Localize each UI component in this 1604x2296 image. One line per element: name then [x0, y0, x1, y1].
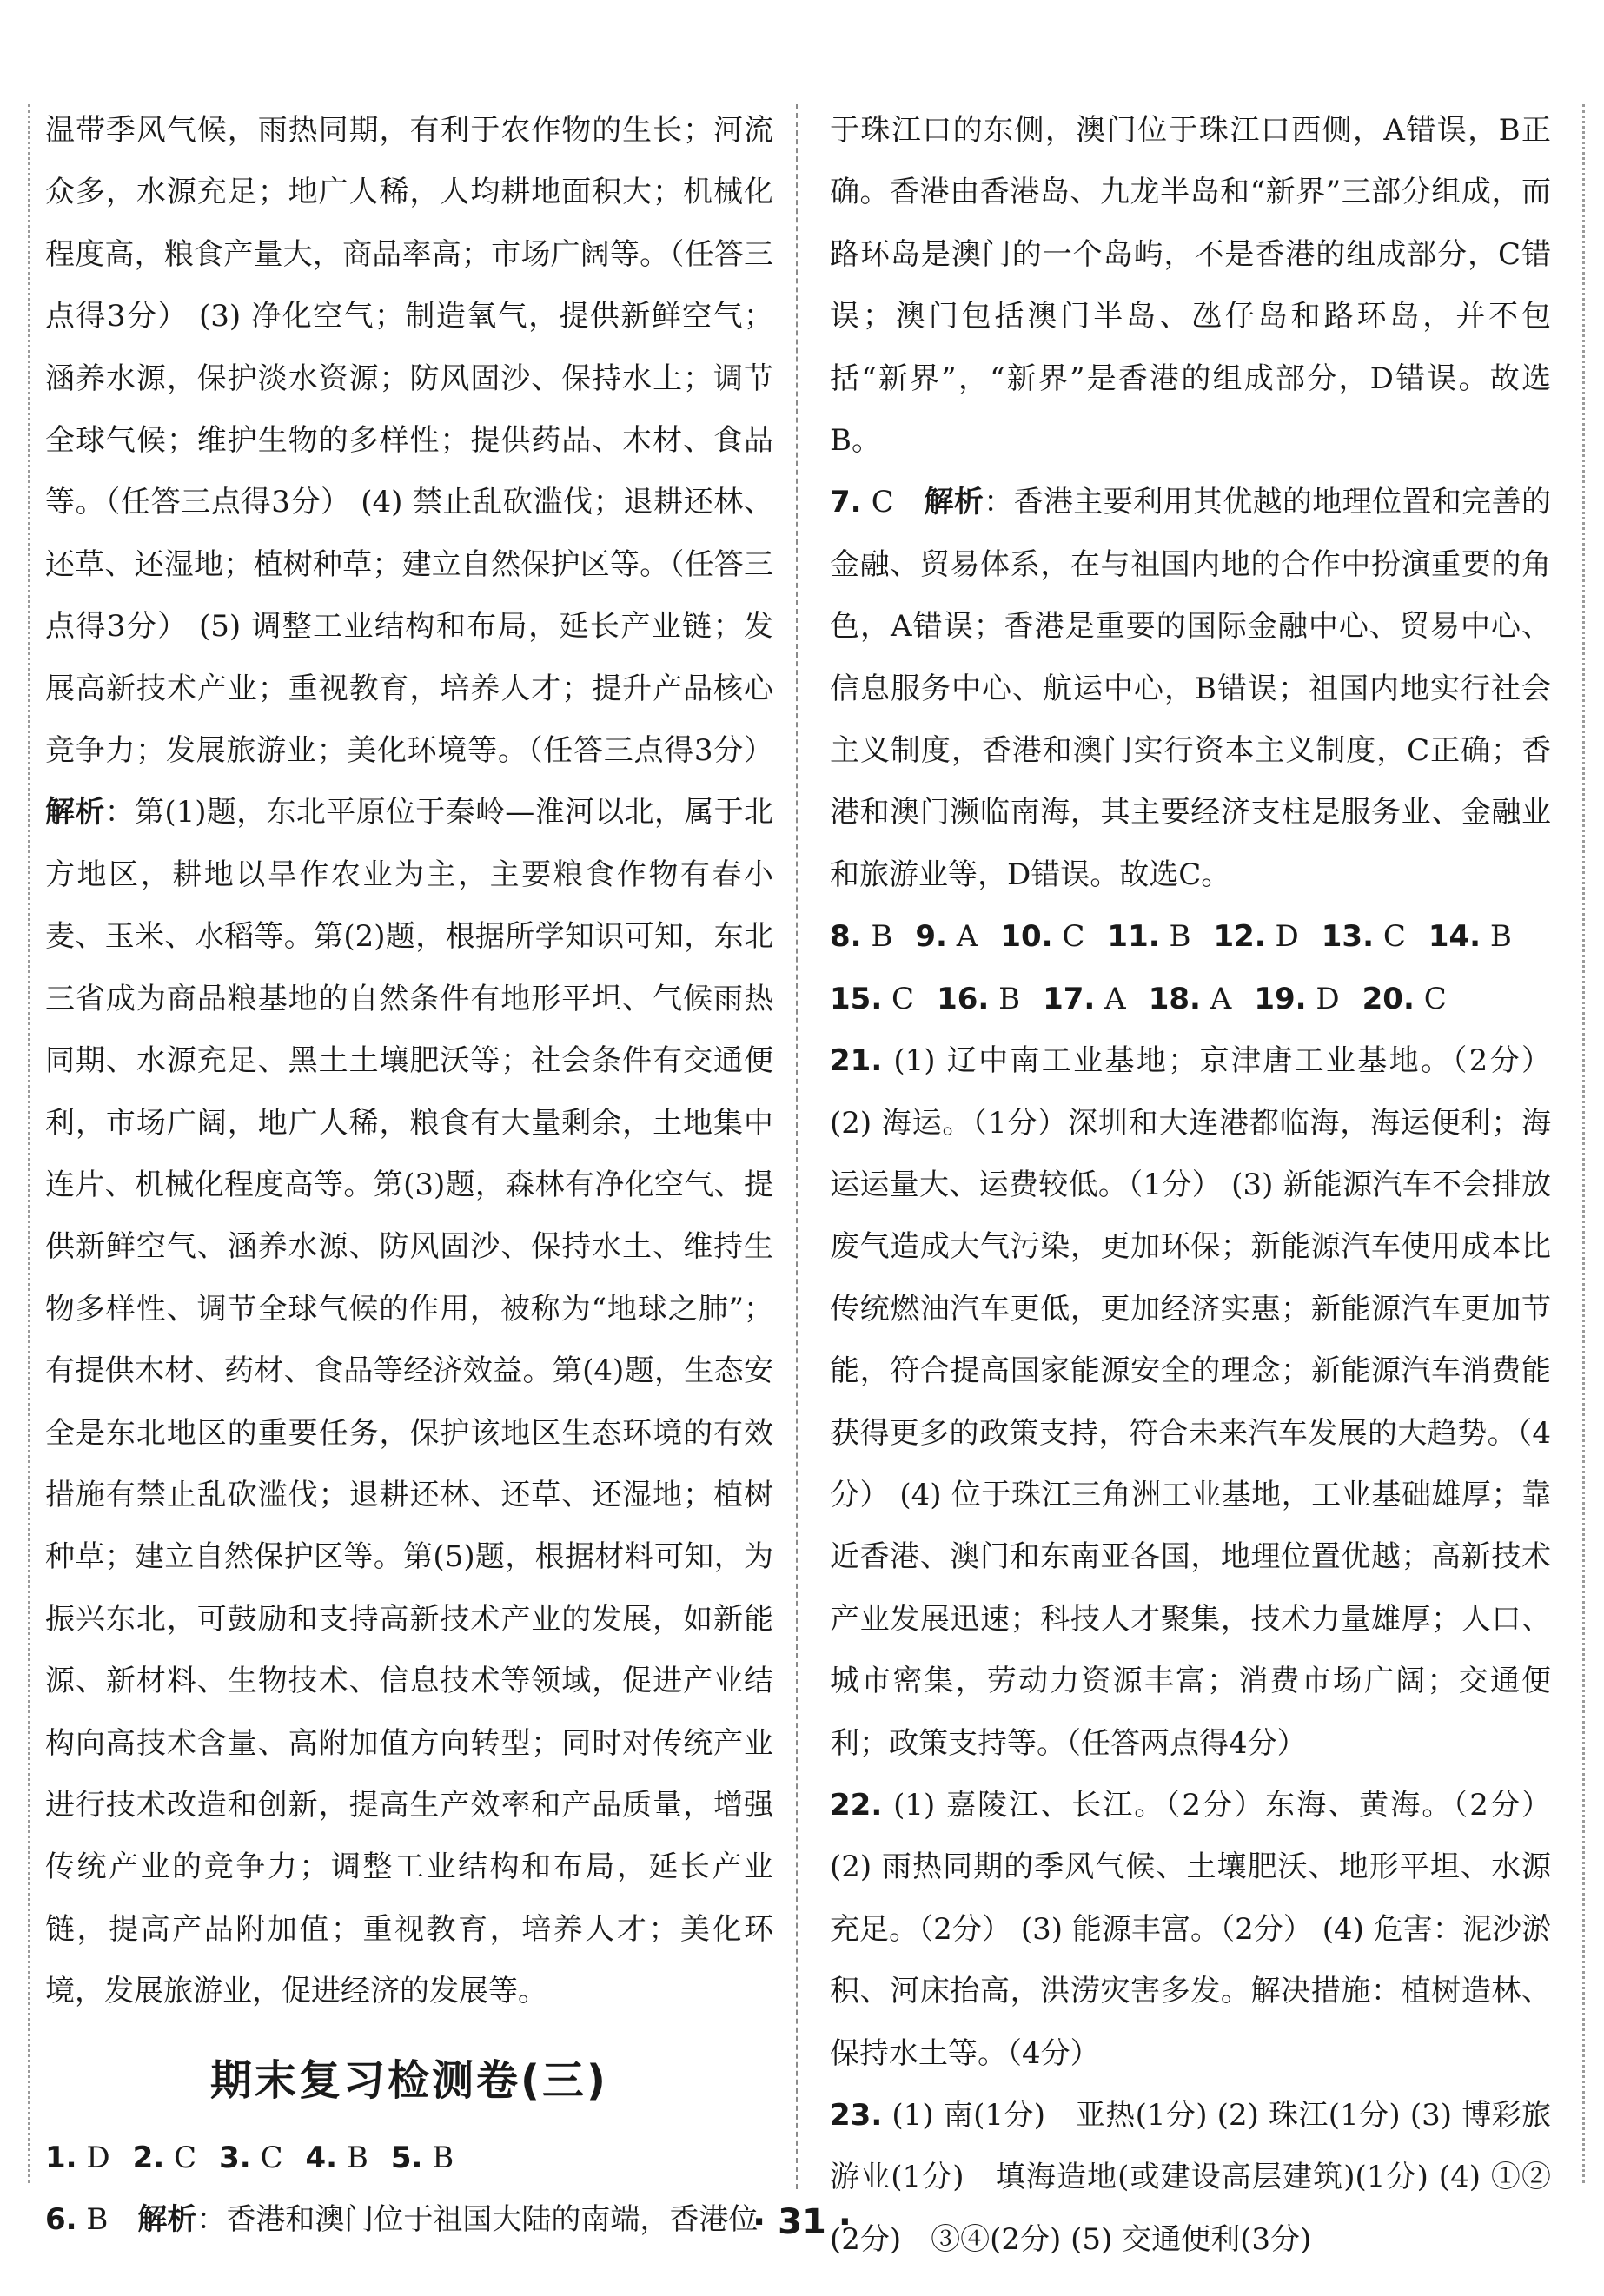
answer-item [1043, 982, 1126, 1016]
answer-choice: B [871, 919, 893, 955]
answer-choice: A [1210, 981, 1232, 1016]
question-6: 6. B 解析：香港和澳门位于祖国大陆的南端，香港位 [45, 2202, 759, 2237]
answer-number: 11. [1107, 919, 1160, 955]
section-title: 期末复习检测卷(三) [210, 2055, 608, 2105]
question-22: 22. (1) 嘉陵江、长江。（2分）东海、黄海。（2分） (2) 雨热同期的季风气候、土壤肥沃、地形平坦、水源充足。（2分） (3) 能源丰富。（2分） (4) 危害：泥沙淤积、河床抬高，洪涝灾害多发。解决措施：植树造林、保持水土等。（4分） [830, 1787, 1551, 2071]
answer-choice: B [432, 2140, 454, 2175]
answer-number: 8. [830, 919, 862, 955]
answer-choice: B [1489, 919, 1512, 955]
answer-item [1428, 919, 1512, 954]
answer-item [305, 2141, 368, 2175]
answer-choice: B [1169, 919, 1191, 955]
answer-number: 17. [1043, 981, 1096, 1016]
answer-number: 16. [937, 981, 990, 1016]
answer-item [1213, 919, 1298, 954]
answer-number: 4. [305, 2140, 338, 2175]
answer-number: 9. [915, 919, 947, 955]
question-21: 21. (1) 辽中南工业基地；京津唐工业基地。（2分） (2) 海运。（1分）深圳和大连港都临海，海运便利；海运运量大、运费较低。（1分） (3) 新能源汽车不会排放废气造成大气污染，更加环保；新能源汽车使用成本比传统燃油汽车更低，更加经济实惠；新能源汽车更加节能，符合提高国家能源安全的理念；新能源汽车消费能获得更多的政策支持，符合未来汽车发展的大趋势。（4分） (4) 位于珠江三角洲工业基地，工业基础雄厚；靠近香港、澳门和东南亚各国，地理位置优越；高新技术产业发展迅速；科技人才聚集，技术力量雄厚；人口、城市密集，劳动力资源丰富；消费市场广阔；交通便利；政策支持等。（任答两点得4分） [830, 1043, 1551, 1761]
answer-number: 3. [219, 2140, 251, 2175]
answer-number: 5. [390, 2140, 423, 2175]
answer-choice: C [891, 981, 915, 1016]
answer-paragraph-prev: 温带季风气候，雨热同期，有利于农作物的生长；河流众多，水源充足；地广人稀，人均耕地面积大；机械化程度高，粮食产量大，商品率高；市场广阔等。（任答三点得3分） (3) 净化空气；制造氧气，提供新鲜空气；涵养水源，保护淡水资源；防风固沙、保持水土；调节全球气候；维护生物的多样性；提供药品、木材、食品等。（任答三点得3分） (4) 禁止乱砍滥伐；退耕还林、还草、还湿地；植树种草；建立自然保护区等。（任答三点得3分） (5) 调整工业结构和布局，延长产业链；发展高新技术产业；重视教育，培养人才；提升产品核心竞争力；发展旅游业；美化环境等。（任答三点得3分）解析：第(1)题，东北平原位于秦岭—淮河以北，属于北方地区，耕地以旱作农业为主，主要粮食作物有春小麦、玉米、水稻等。第(2)题，根据所学知识可知，东北三省成为商品粮基地的自然条件有地形平坦、气候雨热同期、水源充足、黑土土壤肥沃等；社会条件有交通便利，市场广阔，地广人稀，粮食有大量剩余，土地集中连片、机械化程度高等。第(3)题，森林有净化空气、提供新鲜空气、涵养水源、防风固沙、保持水土、维持生物多样性、调节全球气候的作用，被称为“地球之肺”；有提供木材、药材、食品等经济效益。第(4)题，生态安全是东北地区的重要任务，保护该地区生态环境的有效措施有禁止乱砍滥伐；退耕还林、还草、还湿地；植树种草；建立自然保护区等。第(5)题，根据材料可知，为振兴东北，可鼓励和支持高新技术产业的发展，如新能源、新材料、生物技术、信息技术等领域，促进产业结构向高技术含量、高附加值方向转型；同时对传统产业进行技术改造和创新，提高生产效率和产品质量，增强传统产业的竞争力；调整工业结构和布局，延长产业链，提高产品附加值；重视教育，培养人才；美化环境，发展旅游业，促进经济的发展等。 [45, 113, 773, 2009]
answer-choice: C [174, 2140, 197, 2175]
answer-item [1362, 982, 1447, 1016]
answer-choice: D [1275, 919, 1299, 955]
answers-1-5 [45, 2127, 773, 2189]
answer-number: 20. [1362, 981, 1415, 1016]
page-number: · 31 · [752, 2202, 852, 2242]
analysis-label: 解析 [45, 795, 105, 830]
column-divider [796, 104, 798, 2189]
answer-choice: C [1382, 919, 1406, 955]
answer-choice: B [346, 2140, 368, 2175]
answer-item [1322, 919, 1406, 954]
answer-item [1254, 982, 1339, 1016]
answer-number: 2. [132, 2140, 165, 2175]
answer-item [937, 982, 1020, 1016]
answer-number: 12. [1213, 919, 1266, 955]
analysis-label: 解析 [924, 485, 984, 520]
answer-item [830, 919, 892, 954]
answer-choice: C [1062, 919, 1085, 955]
answer-item [219, 2141, 282, 2175]
answer-number: 18. [1148, 981, 1201, 1016]
answer-choice: A [956, 919, 978, 955]
left-column [45, 100, 773, 2251]
answer-choice: D [86, 2140, 110, 2175]
answer-choice: A [1104, 981, 1126, 1016]
answer-item [1000, 919, 1084, 954]
right-column [830, 100, 1551, 2271]
question-6-continued: 于珠江口的东侧，澳门位于珠江口西侧，A错误，B正确。香港由香港岛、九龙半岛和“新界”三部分组成，而路环岛是澳门的一个岛屿，不是香港的组成部分，C错误；澳门包括澳门半岛、氹仔岛和路环岛，并不包括“新界”，“新界”是香港的组成部分，D错误。故选B。 [830, 113, 1551, 459]
answer-choice: C [260, 2140, 283, 2175]
answer-number: 13. [1321, 919, 1374, 955]
answer-choice: C [1423, 981, 1447, 1016]
right-margin-rule [1582, 104, 1585, 2183]
left-margin-rule [28, 104, 30, 2183]
answer-number: 1. [45, 2140, 77, 2175]
answer-choice: D [1316, 981, 1340, 1016]
answer-item [1107, 919, 1190, 954]
question-7: 7. C 解析：香港主要利用其优越的地理位置和完善的金融、贸易体系，在与祖国内地的合作中扮演重要的角色，A错误；香港是重要的国际金融中心、贸易中心、信息服务中心、航运中心，B错误；祖国内地实行社会主义制度，香港和澳门实行资本主义制度，C正确；香港和澳门濒临南海，其主要经济支柱是服务业、金融业和旅游业等，D错误。故选C。 [830, 485, 1552, 892]
answer-item [830, 982, 914, 1016]
answer-number: 19. [1254, 981, 1307, 1016]
analysis-label: 解析 [137, 2202, 197, 2237]
question-23: 23. (1) 南(1分) 亚热(1分) (2) 珠江(1分) (3) 博彩旅游业(1分) 填海造地(或建设高层建筑)(1分) (4) ①②(2分) ③④(2分) (5) 交通便利(3分) [830, 2098, 1551, 2257]
answer-item [915, 919, 978, 954]
answer-number: 10. [1000, 919, 1053, 955]
answer-item [391, 2141, 454, 2175]
answers-8-14 [830, 906, 1551, 968]
answer-choice: B [998, 981, 1021, 1016]
answer-number: 15. [830, 981, 883, 1016]
answers-15-20 [830, 969, 1551, 1030]
answer-number: 14. [1428, 919, 1481, 955]
answer-item [1149, 982, 1232, 1016]
answer-item [133, 2141, 196, 2175]
answer-item [45, 2141, 110, 2175]
